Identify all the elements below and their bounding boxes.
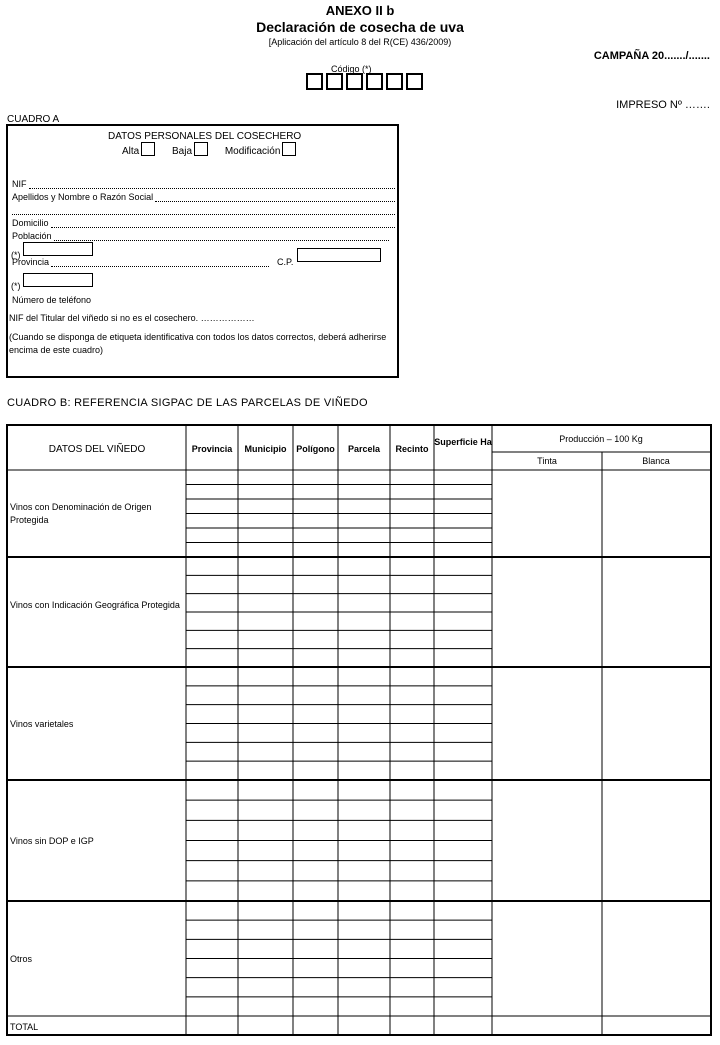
col-header-superficie: Superficie Ha bbox=[434, 437, 492, 447]
cuadro-a-label: CUADRO A bbox=[7, 114, 60, 125]
code-box[interactable] bbox=[306, 73, 323, 90]
nif-input[interactable] bbox=[29, 179, 396, 189]
total-label: TOTAL bbox=[10, 1022, 39, 1032]
section-label: Vinos varietales bbox=[10, 718, 74, 729]
province-input[interactable] bbox=[51, 257, 269, 267]
col-header-tinta: Tinta bbox=[537, 456, 557, 466]
regulation-note: [Aplicación del artículo 8 del R(CE) 436/2009) bbox=[268, 37, 452, 47]
code-box[interactable] bbox=[406, 73, 423, 90]
postal-code-label: C.P. bbox=[277, 257, 294, 267]
province-row bbox=[12, 257, 381, 267]
name-input[interactable] bbox=[155, 192, 395, 202]
name-row bbox=[12, 192, 395, 202]
section-label: Vinos sin DOP e IGP bbox=[10, 835, 94, 846]
annex-title: ANEXO II b bbox=[325, 3, 395, 18]
cuadro-b-label: CUADRO B: REFERENCIA SIGPAC DE LAS PARCELAS DE VIÑEDO bbox=[7, 397, 368, 409]
option-baja-checkbox[interactable] bbox=[194, 142, 208, 156]
col-header-datos: DATOS DEL VIÑEDO bbox=[48, 444, 146, 455]
town-row bbox=[12, 231, 389, 241]
code-box[interactable] bbox=[386, 73, 403, 90]
option-alta-label: Alta bbox=[122, 146, 140, 157]
campaign-field[interactable]: CAMPAÑA 20......./....... bbox=[593, 50, 710, 62]
option-alta-checkbox[interactable] bbox=[141, 142, 155, 156]
town-code-input[interactable] bbox=[23, 242, 93, 256]
owner-nif-field[interactable]: NIF del Titular del viñedo si no es el cosechero. ……………… bbox=[9, 313, 255, 323]
code-box[interactable] bbox=[346, 73, 363, 90]
vineyard-table bbox=[6, 424, 712, 1036]
col-header-produccion: Producción – 100 Kg bbox=[559, 434, 643, 444]
code-label: Código (*) bbox=[331, 64, 372, 74]
code-boxes bbox=[306, 73, 426, 89]
asterisk-label-2: (*) bbox=[11, 281, 21, 291]
address-row bbox=[12, 218, 395, 228]
col-header-provincia: Provincia bbox=[191, 444, 233, 454]
name-input-continued[interactable] bbox=[12, 205, 395, 215]
province-code-row bbox=[11, 273, 93, 291]
code-box[interactable] bbox=[326, 73, 343, 90]
town-label: Población bbox=[12, 231, 52, 241]
address-label: Domicilio bbox=[12, 218, 49, 228]
nif-label: NIF bbox=[12, 179, 27, 189]
section-label: Otros bbox=[10, 953, 33, 964]
nif-row bbox=[12, 179, 395, 189]
action-options bbox=[122, 142, 296, 157]
col-header-poligono: Polígono bbox=[296, 444, 335, 454]
name-label: Apellidos y Nombre o Razón Social bbox=[12, 192, 154, 202]
col-header-recinto: Recinto bbox=[395, 444, 429, 454]
town-input[interactable] bbox=[54, 231, 389, 241]
col-header-municipio: Municipio bbox=[244, 444, 287, 454]
address-input[interactable] bbox=[51, 218, 395, 228]
option-baja-label: Baja bbox=[172, 146, 193, 157]
section-label: Vinos con Indicación Geográfica Protegida bbox=[10, 600, 180, 610]
name-row-continued bbox=[12, 205, 395, 215]
postal-code-input[interactable] bbox=[297, 248, 381, 262]
form-number-field[interactable]: IMPRESO Nº ……. bbox=[616, 99, 710, 111]
asterisk-label: (*) bbox=[11, 250, 21, 260]
section-label: Vinos con Denominación de Origen Protegida bbox=[10, 501, 152, 525]
personal-data-box bbox=[6, 124, 399, 378]
code-box[interactable] bbox=[366, 73, 383, 90]
form-title: Declaración de cosecha de uva bbox=[256, 19, 464, 35]
label-instruction: (Cuando se disponga de etiqueta identificativa con todos los datos correctos, deberá adherirse encima de este cuadro) bbox=[9, 332, 387, 355]
phone-label: Número de teléfono bbox=[12, 295, 92, 305]
province-code-input[interactable] bbox=[23, 273, 93, 287]
col-header-blanca: Blanca bbox=[642, 456, 670, 466]
province-label: Provincia bbox=[12, 257, 50, 267]
personal-data-heading: DATOS PERSONALES DEL COSECHERO bbox=[108, 131, 302, 142]
option-modificacion-label: Modificación bbox=[224, 146, 281, 157]
option-modificacion-checkbox[interactable] bbox=[282, 142, 296, 156]
col-header-parcela: Parcela bbox=[347, 444, 381, 454]
